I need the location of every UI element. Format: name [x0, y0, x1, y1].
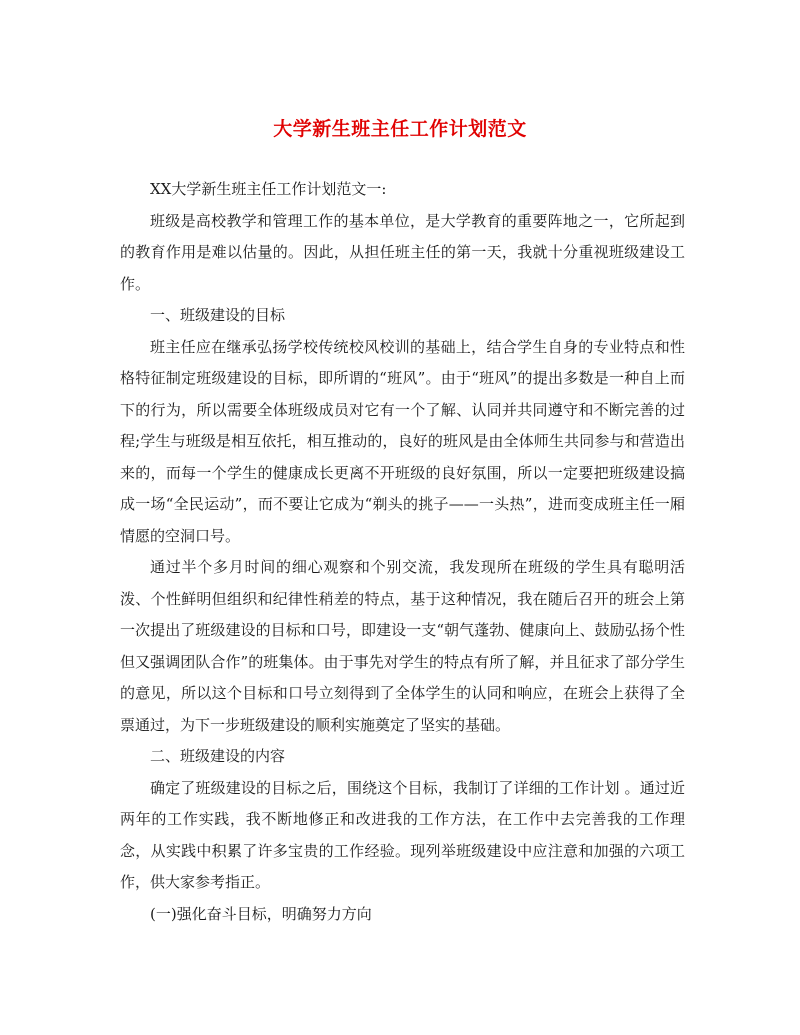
- paragraph-1: XX大学新生班主任工作计划范文一:: [150, 180, 387, 198]
- document-title: 大学新生班主任工作计划范文: [273, 118, 527, 140]
- paragraph-2: 班级是高校教学和管理工作的基本单位，是大学教育的重要阵地之一，它所起到的教育作用是难以估量的。因此，从担任班主任的第一天，我就十分重视班级建设工作。: [120, 211, 685, 293]
- paragraph-5: 确定了班级建设的目标之后，围绕这个目标，我制订了详细的工作计划 。通过近两年的工作实践，我不断地修正和改进我的工作方法，在工作中去完善我的工作理念，从实践中积累了许多宝贵的工作经验。现列举班级建设中应注意和加强的六项工作，供大家参考指正。: [120, 778, 685, 891]
- section-heading-2: 二、班级建设的内容: [150, 747, 286, 765]
- document-body: [120, 174, 685, 930]
- subsection-heading-1: (一)强化奋斗目标，明确努力方向: [150, 904, 372, 923]
- paragraph-3: 班主任应在继承弘扬学校传统校风校训的基础上，结合学生自身的专业特点和性格特征制定班级建设的目标，即所谓的“班风”。由于“班风”的提出多数是一种自上而下的行为，所以需要全体班级成员对它有一个了解、认同并共同遵守和不断完善的过程;学生与班级是相互依托，相互推动的，良好的班风是由全体师生共同参与和营造出来的，而每一个学生的健康成长更离不开班级的良好氛围，所以一定要把班级建设搞成一场“全民运动”，而不要让它成为“剃头的挑子——一头热”，进而变成班主任一厢情愿的空洞口号。: [120, 337, 685, 545]
- paragraph-4: 通过半个多月时间的细心观察和个别交流，我发现所在班级的学生具有聪明活泼、个性鲜明但组织和纪律性稍差的特点，基于这种情况，我在随后召开的班会上第一次提出了班级建设的目标和口号，即建设一支“朝气蓬勃、健康向上、鼓励弘扬个性但又强调团队合作”的班集体。由于事先对学生的特点有所了解，并且征求了部分学生的意见，所以这个目标和口号立刻得到了全体学生的认同和响应，在班会上获得了全票通过，为下一步班级建设的顺利实施奠定了坚实的基础。: [120, 558, 685, 734]
- section-heading-1: 一、班级建设的目标: [150, 306, 286, 324]
